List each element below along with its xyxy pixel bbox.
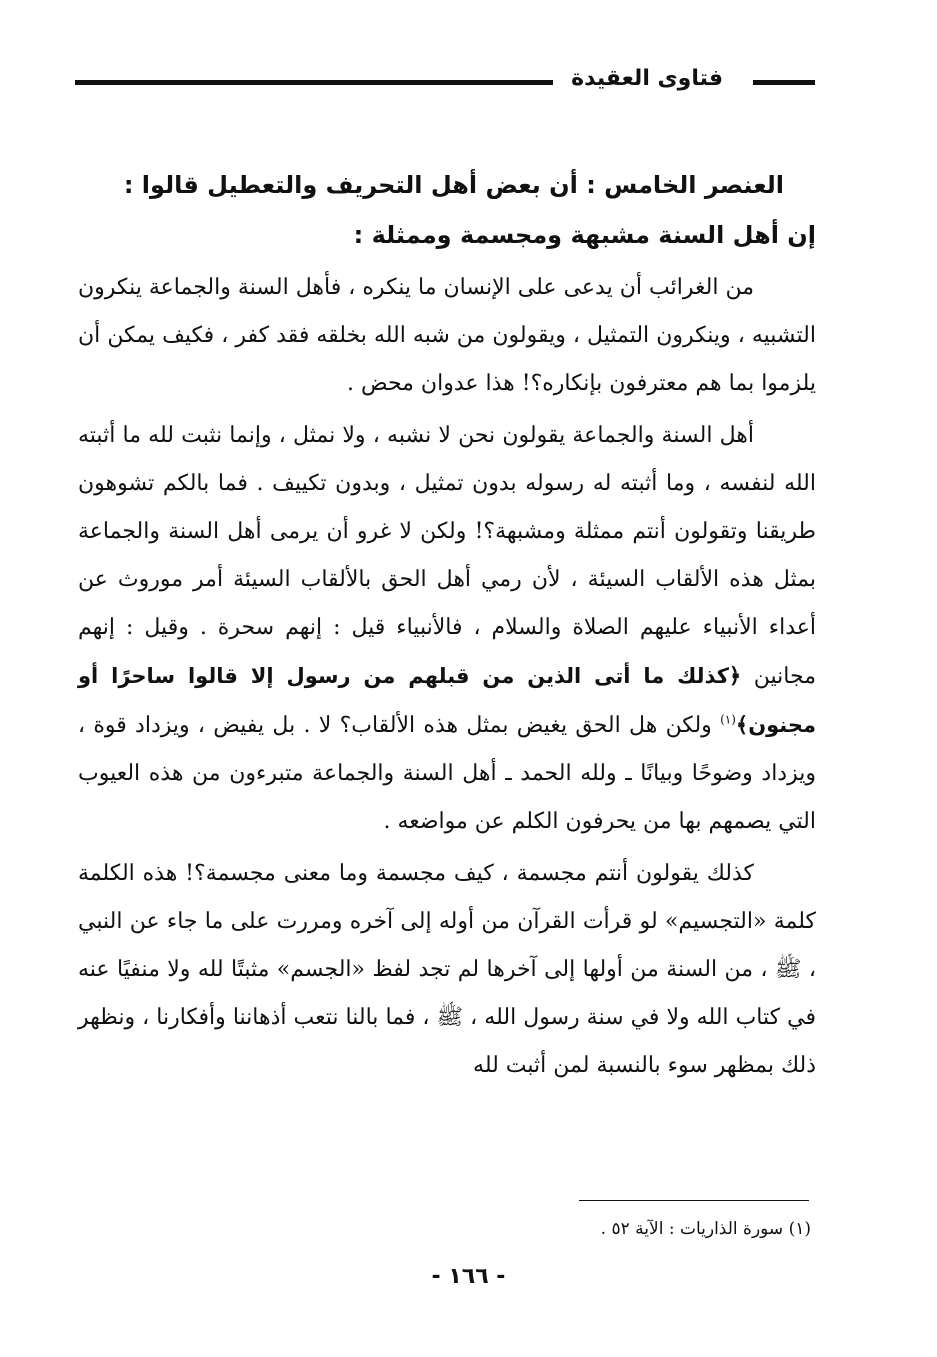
- header-rule-long: [75, 80, 553, 85]
- header-rule-short: [753, 80, 815, 85]
- footnote-reference: (١): [720, 712, 736, 727]
- paragraph-3: كذلك يقولون أنتم مجسمة ، كيف مجسمة وما معنى مجسمة؟! هذه الكلمة كلمة «التجسيم» لو قرأت القرآن من أوله إلى آخره ومررت على ما جاء عن النبي ، ﷺ ، من السنة من أولها إلى آخرها لم تجد لفظ «الجسم» مثبتًا لله ولا منفيًا عنه في كتاب الله ولا في سنة رسول الله ، ﷺ ، فما بالنا نتعب أذهاننا وأفكارنا ، ونظهر ذلك بمظهر سوء بالنسبة لمن أثبت لله: [78, 861, 816, 1078]
- section-heading-line-2: إن أهل السنة مشبهة ومجسمة وممثلة :: [353, 221, 816, 249]
- section-heading: [78, 160, 816, 260]
- paragraph-2-text-b: ولكن هل الحق يغيض بمثل هذه الألقاب؟ لا . بل يفيض ، ويزداد قوة ، ويزداد وضوحًا وبيانًا ـ ولله الحمد ـ أهل السنة والجماعة متبرءون من هذه العيوب التي يصمهم بها من يحرفون الكلم عن مواضعه .: [78, 713, 816, 834]
- running-header: [75, 62, 815, 102]
- paragraph-2-text-a: أهل السنة والجماعة يقولون نحن لا نشبه ، ولا نمثل ، وإنما نثبت لله ما أثبته الله لنفسه ، وما أثبته له رسوله بدون تمثيل ، وبدون تكييف . فما بالكم تشوهون طريقنا وتقولون أنتم ممثلة ومشبهة؟! ولكن لا غرو أن يرمى أهل السنة والجماعة بمثل هذه الألقاب السيئة ، لأن رمي أهل الحق بالألقاب السيئة أمر موروث عن أعداء الأنبياء عليهم الصلاة والسلام ، فالأنبياء قيل : إنهم سحرة . وقيل : إنهم مجانين: [78, 423, 817, 689]
- footnote-separator: [579, 1200, 809, 1201]
- page-number: - ١٦٦ -: [431, 1264, 506, 1289]
- paragraph-1: من الغرائب أن يدعى على الإنسان ما ينكره ، فأهل السنة والجماعة ينكرون التشبيه ، وينكرون التمثيل ، ويقولون من شبه الله بخلقه فقد كفر ، فكيف يمكن أن يلزموا بما هم معترفون بإنكاره؟! هذا عدوان محض .: [78, 275, 816, 396]
- paragraph-2: [78, 412, 816, 846]
- running-title: فتاوى العقيدة: [571, 66, 723, 91]
- section-heading-line-1: العنصر الخامس : أن بعض أهل التحريف والتعطيل قالوا :: [123, 171, 784, 199]
- quran-verse: ﴿كذلك ما أتى الذين من قبلهم من رسول إلا قالوا ساحرًا أو مجنون﴾: [78, 664, 816, 737]
- page-content: [78, 160, 816, 1090]
- footnote: (١) سورة الذاريات : الآية ٥٢ .: [600, 1219, 811, 1239]
